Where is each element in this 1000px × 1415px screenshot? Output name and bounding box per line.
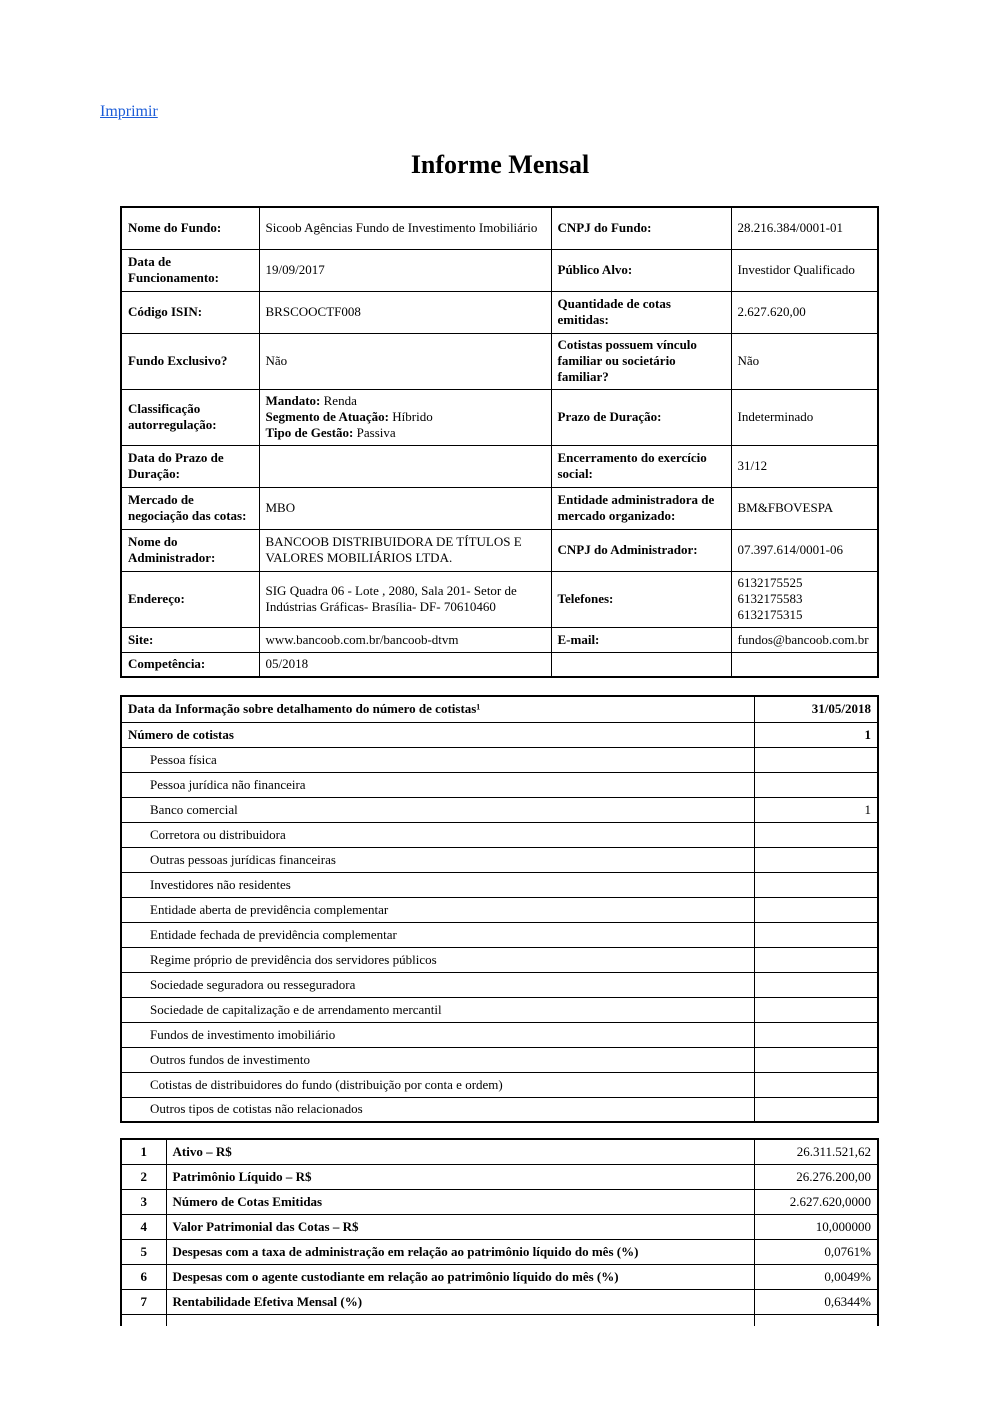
cotista-type-value (754, 822, 878, 847)
cotista-type-label: Pessoa física (121, 747, 754, 772)
fund-info-row (121, 389, 878, 445)
fund-field-value-left: 19/09/2017 (259, 249, 551, 291)
cotista-type-label: Fundos de investimento imobiliário (121, 1022, 754, 1047)
cotistas-total-value: 1 (754, 722, 878, 747)
fund-field-label-right: Cotistas possuem vínculo familiar ou societário familiar? (551, 333, 731, 389)
fund-info-row (121, 571, 878, 627)
fund-field-value-left: BANCOOB DISTRIBUIDORA DE TÍTULOS E VALORES MOBILIÁRIOS LTDA. (259, 529, 551, 571)
fund-field-value-right: 6132175525 6132175583 6132175315 (731, 571, 878, 627)
metric-value: 26.276.200,00 (754, 1164, 878, 1189)
cotista-type-value (754, 872, 878, 897)
cotista-type-row (121, 972, 878, 997)
fund-field-value-right: Investidor Qualificado (731, 249, 878, 291)
cotista-type-label: Outras pessoas jurídicas financeiras (121, 847, 754, 872)
fund-field-value-left: Mandato: Renda Segmento de Atuação: Híbrido Tipo de Gestão: Passiva (259, 389, 551, 445)
cotista-type-value (754, 1022, 878, 1047)
metric-value: 0,0049% (754, 1264, 878, 1289)
cotista-type-row (121, 922, 878, 947)
cotista-type-row (121, 797, 878, 822)
fund-field-label-left: Endereço: (121, 571, 259, 627)
fund-field-value-right: 28.216.384/0001-01 (731, 207, 878, 249)
fund-field-label-right: CNPJ do Fundo: (551, 207, 731, 249)
fund-info-row (121, 445, 878, 487)
fund-info-row (121, 207, 878, 249)
metric-label: Número de Cotas Emitidas (166, 1189, 754, 1214)
metric-number: 1 (121, 1139, 166, 1164)
fund-field-label-left: Fundo Exclusivo? (121, 333, 259, 389)
metric-number: 6 (121, 1264, 166, 1289)
fund-field-label-right: CNPJ do Administrador: (551, 529, 731, 571)
fund-field-value-left: www.bancoob.com.br/bancoob-dtvm (259, 627, 551, 652)
fund-field-label-right: E-mail: (551, 627, 731, 652)
fund-field-value-right: Não (731, 333, 878, 389)
cotista-type-row (121, 947, 878, 972)
fund-info-row (121, 652, 878, 677)
cotista-type-row (121, 872, 878, 897)
cotistas-total-label: Número de cotistas (121, 722, 754, 747)
metric-value: 26.311.521,62 (754, 1139, 878, 1164)
metric-number: 2 (121, 1164, 166, 1189)
fund-field-label-left: Nome do Fundo: (121, 207, 259, 249)
cotistas-total-row (121, 722, 878, 747)
fund-field-label-left: Competência: (121, 652, 259, 677)
metric-label: Valor Patrimonial das Cotas – R$ (166, 1214, 754, 1239)
fund-info-row (121, 249, 878, 291)
metric-label: Ativo – R$ (166, 1139, 754, 1164)
fund-field-value-right: 07.397.614/0001-06 (731, 529, 878, 571)
metric-label (166, 1314, 754, 1326)
cotista-type-row (121, 897, 878, 922)
cotista-type-label: Banco comercial (121, 797, 754, 822)
metric-row (121, 1289, 878, 1314)
cotista-type-row (121, 847, 878, 872)
cotista-type-value: 1 (754, 797, 878, 822)
metric-number: 7 (121, 1289, 166, 1314)
cotista-type-row (121, 1097, 878, 1122)
cotista-type-value (754, 897, 878, 922)
cotista-type-label: Investidores não residentes (121, 872, 754, 897)
fund-info-table (120, 206, 879, 678)
fund-field-label-right: Quantidade de cotas emitidas: (551, 291, 731, 333)
metric-number (121, 1314, 166, 1326)
metric-number: 3 (121, 1189, 166, 1214)
cotista-type-label: Sociedade seguradora ou resseguradora (121, 972, 754, 997)
cotista-type-label: Pessoa jurídica não financeira (121, 772, 754, 797)
metric-value (754, 1314, 878, 1326)
metric-label: Patrimônio Líquido – R$ (166, 1164, 754, 1189)
fund-field-value-left: Sicoob Agências Fundo de Investimento Imobiliário (259, 207, 551, 249)
cotista-type-row (121, 822, 878, 847)
fund-field-value-right (731, 652, 878, 677)
metric-row-partial (121, 1314, 878, 1326)
metric-number: 5 (121, 1239, 166, 1264)
fund-field-value-right: BM&FBOVESPA (731, 487, 878, 529)
fund-field-value-left: MBO (259, 487, 551, 529)
fund-field-label-left: Site: (121, 627, 259, 652)
fund-field-value-left: BRSCOOCTF008 (259, 291, 551, 333)
print-link[interactable]: Imprimir (100, 103, 158, 120)
cotista-type-label: Outros fundos de investimento (121, 1047, 754, 1072)
print-link-area (0, 0, 1000, 121)
fund-field-label-left: Nome do Administrador: (121, 529, 259, 571)
fund-field-label-left: Data do Prazo de Duração: (121, 445, 259, 487)
cotista-type-value (754, 922, 878, 947)
cotista-type-row (121, 1022, 878, 1047)
metric-label: Despesas com a taxa de administração em relação ao patrimônio líquido do mês (%) (166, 1239, 754, 1264)
cotista-type-label: Outros tipos de cotistas não relacionados (121, 1097, 754, 1122)
fund-field-label-right: Público Alvo: (551, 249, 731, 291)
fund-field-label-left: Classificação autorregulação: (121, 389, 259, 445)
fund-info-row (121, 529, 878, 571)
cotistas-header-date: 31/05/2018 (754, 696, 878, 722)
fund-info-row (121, 333, 878, 389)
metrics-table (120, 1138, 879, 1326)
cotista-type-label: Entidade aberta de previdência complementar (121, 897, 754, 922)
cotista-type-label: Corretora ou distribuidora (121, 822, 754, 847)
metric-row (121, 1189, 878, 1214)
cotista-type-value (754, 1047, 878, 1072)
cotista-type-value (754, 747, 878, 772)
fund-field-value-right: 31/12 (731, 445, 878, 487)
metric-row (121, 1164, 878, 1189)
fund-field-value-right: fundos@bancoob.com.br (731, 627, 878, 652)
fund-field-value-left: Não (259, 333, 551, 389)
fund-field-label-left: Data de Funcionamento: (121, 249, 259, 291)
fund-info-row (121, 291, 878, 333)
cotista-type-label: Sociedade de capitalização e de arrendamento mercantil (121, 997, 754, 1022)
cotistas-header-row (121, 696, 878, 722)
cotista-type-row (121, 997, 878, 1022)
cotista-type-row (121, 772, 878, 797)
metric-label: Rentabilidade Efetiva Mensal (%) (166, 1289, 754, 1314)
metric-row (121, 1239, 878, 1264)
cotistas-header-label: Data da Informação sobre detalhamento do número de cotistas¹ (121, 696, 754, 722)
metric-row (121, 1139, 878, 1164)
fund-info-row (121, 487, 878, 529)
fund-info-row (121, 627, 878, 652)
cotista-type-value (754, 1097, 878, 1122)
cotista-type-value (754, 997, 878, 1022)
cotista-type-label: Entidade fechada de previdência complementar (121, 922, 754, 947)
fund-field-value-right: Indeterminado (731, 389, 878, 445)
fund-field-value-left (259, 445, 551, 487)
cotista-type-value (754, 1072, 878, 1097)
metric-value: 0,0761% (754, 1239, 878, 1264)
metric-row (121, 1264, 878, 1289)
cotista-type-label: Cotistas de distribuidores do fundo (distribuição por conta e ordem) (121, 1072, 754, 1097)
fund-field-label-right: Entidade administradora de mercado organizado: (551, 487, 731, 529)
cotista-type-value (754, 847, 878, 872)
cotista-type-row (121, 1047, 878, 1072)
fund-field-value-right: 2.627.620,00 (731, 291, 878, 333)
fund-field-label-left: Código ISIN: (121, 291, 259, 333)
page-title: Informe Mensal (410, 150, 590, 179)
fund-field-value-left: SIG Quadra 06 - Lote , 2080, Sala 201- Setor de Indústrias Gráficas- Brasília- DF- 70610460 (259, 571, 551, 627)
fund-field-value-left: 05/2018 (259, 652, 551, 677)
fund-field-label-right: Prazo de Duração: (551, 389, 731, 445)
fund-field-label-left: Mercado de negociação das cotas: (121, 487, 259, 529)
cotista-type-label: Regime próprio de previdência dos servidores públicos (121, 947, 754, 972)
metric-value: 0,6344% (754, 1289, 878, 1314)
metric-row (121, 1214, 878, 1239)
cotista-type-value (754, 947, 878, 972)
metric-number: 4 (121, 1214, 166, 1239)
metric-value: 2.627.620,0000 (754, 1189, 878, 1214)
fund-field-label-right: Telefones: (551, 571, 731, 627)
cotista-type-row (121, 747, 878, 772)
fund-field-label-right: Encerramento do exercício social: (551, 445, 731, 487)
metric-value: 10,000000 (754, 1214, 878, 1239)
cotista-type-value (754, 972, 878, 997)
cotista-type-value (754, 772, 878, 797)
cotista-type-row (121, 1072, 878, 1097)
fund-field-label-right (551, 652, 731, 677)
cotistas-table (120, 695, 879, 1123)
metric-label: Despesas com o agente custodiante em relação ao patrimônio líquido do mês (%) (166, 1264, 754, 1289)
